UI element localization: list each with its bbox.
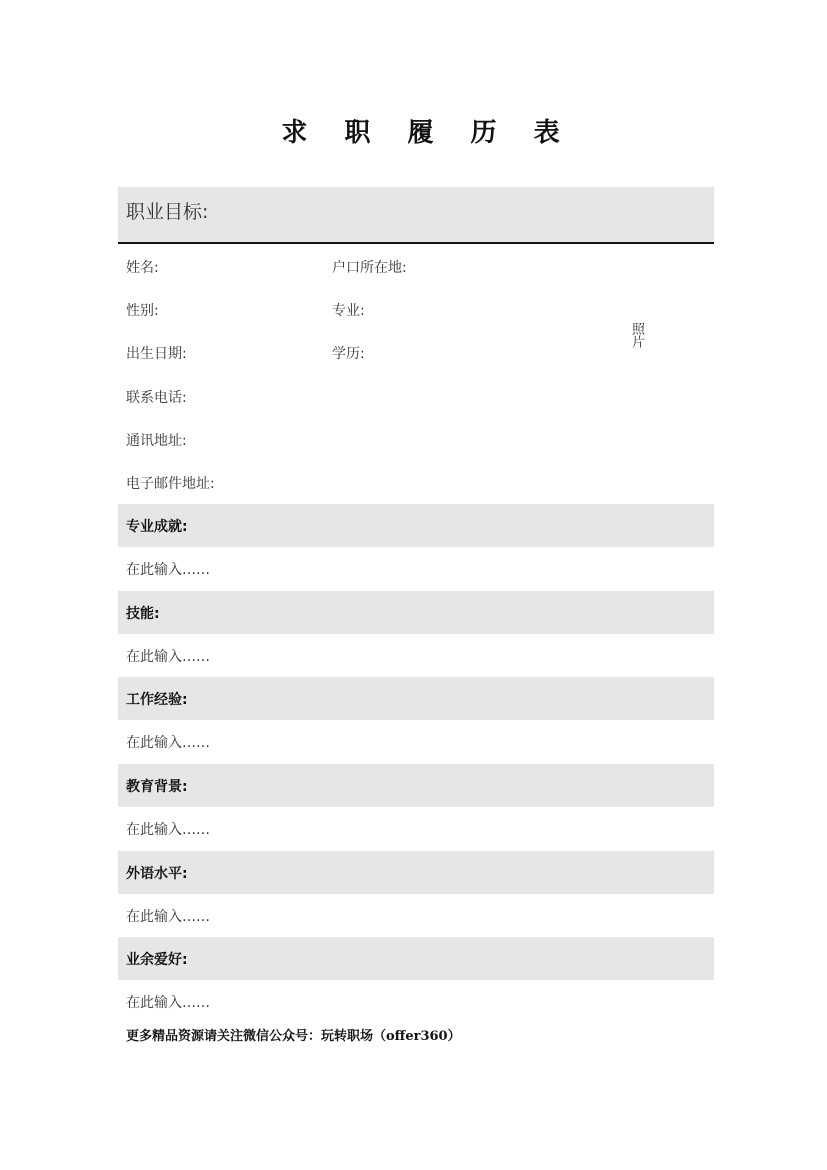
section-experience-header — [118, 677, 714, 720]
section-heading: 业余爱好: — [126, 952, 188, 968]
section-skills-body[interactable]: 在此输入…… — [126, 649, 210, 665]
section-language-body[interactable]: 在此输入…… — [126, 909, 210, 925]
section-skills-header — [118, 591, 714, 634]
section-education-header — [118, 764, 714, 807]
name-label: 姓名: — [126, 260, 159, 276]
major-label: 专业: — [332, 303, 365, 319]
address-label: 通讯地址: — [126, 433, 187, 449]
birth-label: 出生日期: — [126, 346, 187, 362]
section-hobbies-body[interactable]: 在此输入…… — [126, 995, 210, 1011]
objective-header — [118, 187, 714, 244]
degree-label: 学历: — [332, 346, 365, 362]
section-achievements-body[interactable]: 在此输入…… — [126, 562, 210, 578]
section-heading: 技能: — [126, 606, 160, 622]
photo-placeholder[interactable]: 照片 — [629, 322, 644, 348]
section-experience-body[interactable]: 在此输入…… — [126, 735, 210, 751]
hukou-label: 户口所在地: — [332, 260, 407, 276]
section-hobbies-header — [118, 937, 714, 980]
section-achievements-header — [118, 504, 714, 547]
section-language-header — [118, 851, 714, 894]
page-title: 求 职 履 历 表 — [281, 118, 574, 148]
section-heading: 教育背景: — [126, 779, 188, 795]
section-heading: 外语水平: — [126, 866, 188, 882]
section-education-body[interactable]: 在此输入…… — [126, 822, 210, 838]
gender-label: 性别: — [126, 303, 159, 319]
section-heading: 专业成就: — [126, 519, 188, 535]
phone-label: 联系电话: — [126, 390, 187, 406]
section-heading: 工作经验: — [126, 692, 188, 708]
footer-note: 更多精品资源请关注微信公众号：玩转职场（offer360） — [126, 1029, 461, 1044]
email-label: 电子邮件地址: — [126, 476, 215, 492]
objective-label: 职业目标: — [126, 201, 209, 223]
